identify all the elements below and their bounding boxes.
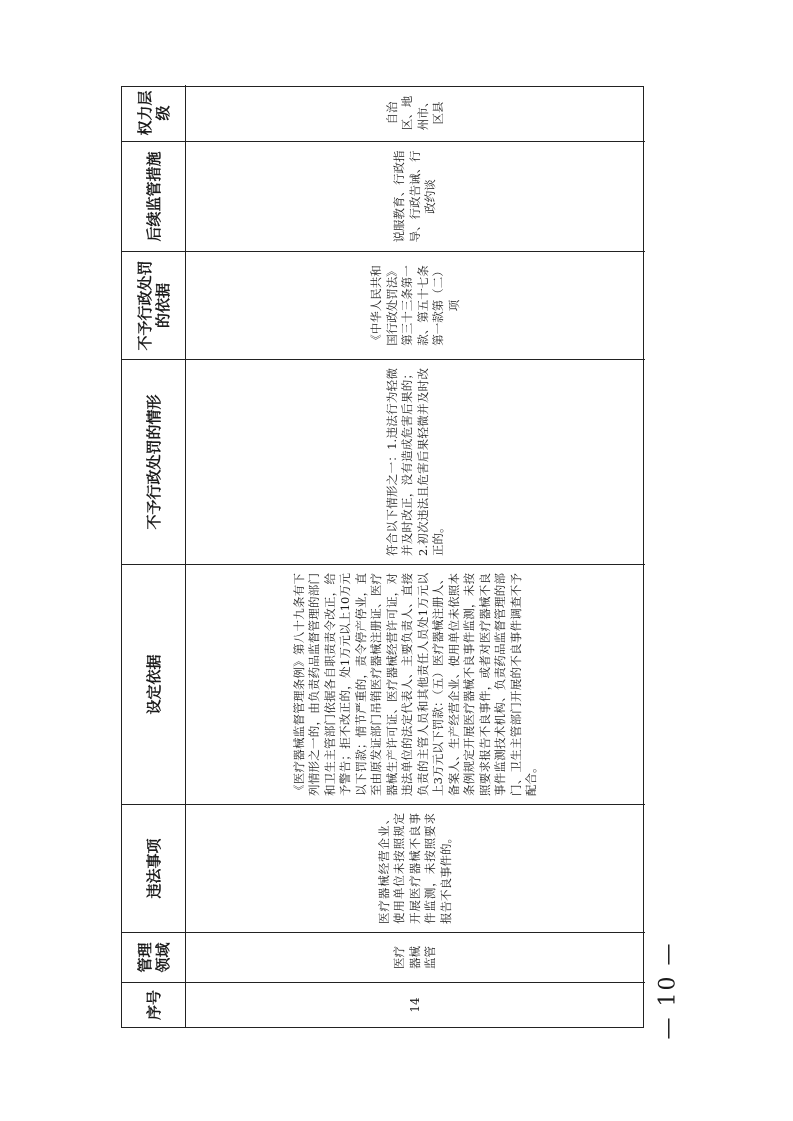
header-basis: 设定依据 (122, 564, 186, 804)
cell-serial (186, 982, 645, 1027)
cell-no-penalty-case (186, 359, 645, 564)
table-stage (121, 86, 644, 1028)
header-follow-up: 后续监管措施 (122, 141, 186, 251)
cell-level (186, 85, 645, 141)
page-number (648, 941, 688, 1039)
header-no-penalty-case: 不予行政处罚的情形 (122, 359, 186, 564)
header-domain: 管理领域 (122, 932, 186, 982)
follow-up-text: 说服教育、行政指导、行政告诫、行政约谈 (392, 150, 438, 243)
header-no-penalty-basis: 不予行政处罚的依据 (122, 251, 186, 359)
cell-domain (186, 932, 645, 982)
serial-text: 14 (407, 997, 422, 1013)
header-level: 权力层级 (122, 85, 186, 141)
header-serial: 序号 (122, 982, 186, 1027)
level-text: 自治区、地州市、区县 (384, 95, 445, 131)
cell-violation (186, 804, 645, 932)
no-penalty-case-text: 符合以下情形之一：1.违法行为轻微并及时改正，没有造成危害后果的；2.初次违法且危害后果轻微并及时改正的。 (384, 368, 445, 556)
no-penalty-basis-text: 《中华人民共和国行政处罚法》第三十三条第一款、第五十七条第一款第（二）项 (369, 265, 461, 346)
cell-follow-up (186, 141, 645, 251)
page-number-text: — 10 — (655, 941, 681, 1039)
violation-text: 医疗器械经营企业、使用单位未按照规定开展医疗器械不良事件监测，未按照要求报告不良事件的。 (376, 813, 453, 924)
basis-text: 《医疗器械监督管理条例》第八十九条有下列情形之一的，由负责药品监督管理的部门和卫生主管部门依据各自职责责令改正，给予警告；拒不改正的，处1万元以上10万元以下罚款；情节严重的，责令停产停业，直至由原发证部门吊销医疗器械注册证、医疗器械生产许可证、医疗器械经营许可证，对违法单位的法定代表人、主要负责人、直接负责的主管人员和其他责任人员处1万元以上3万元以下罚款：（五）医疗器械注册人、备案人、生产经营企业、使用单位未依照本条例规定开展医疗器械不良事件监测，未按照要求报告不良事件，或者对医疗器械不良事件监测技术机构、负责药品监督管理的部门、卫生主管部门开展的不良事件调查不予配合。 (291, 573, 538, 796)
cell-basis (186, 564, 645, 804)
cell-no-penalty-basis (186, 251, 645, 359)
header-violation: 违法事项 (122, 804, 186, 932)
penalty-exemption-table (121, 86, 644, 1028)
domain-text: 医疗器械监管 (392, 946, 438, 969)
